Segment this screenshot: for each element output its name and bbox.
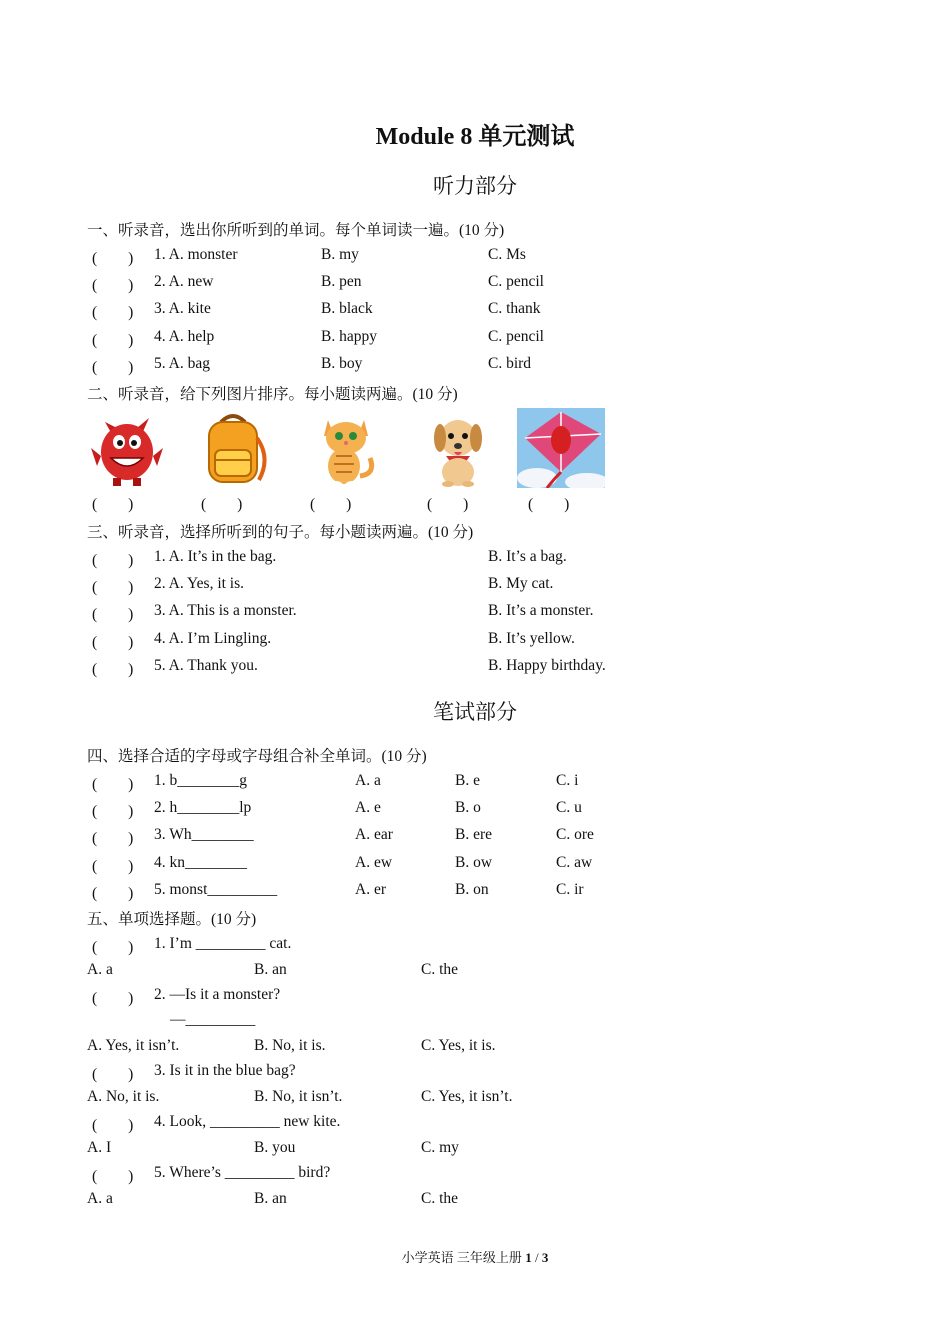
section4-heading: 四、选择合适的字母或字母组合补全单词。(10 分) [87,748,427,765]
question: 3. Wh________ [154,826,254,844]
answer-paren[interactable]: ( ) [92,496,134,513]
answer-paren[interactable]: ( ) [92,304,134,322]
option-c: C. thank [488,300,541,318]
option: B. you [254,1139,296,1156]
answer-paren[interactable]: ( ) [92,660,134,678]
answer-paren[interactable]: ( ) [92,633,134,651]
option-c: C. i [556,772,579,789]
question: 1. b________g [154,772,247,789]
section1-heading: 一、听录音，选出你所听到的单词。每个单词读一遍。(10 分) [87,222,505,239]
option-c: C. pencil [488,327,544,345]
answer-paren[interactable]: ( ) [92,579,134,597]
monster-picture [87,408,167,488]
option-c: C. ir [556,880,584,898]
answer-paren[interactable]: ( ) [528,496,570,513]
option: B. No, it isn’t. [254,1088,343,1105]
answer-paren[interactable]: ( ) [92,606,134,624]
listening-section-title: 听力部分 [433,174,517,198]
option: B. No, it is. [254,1037,326,1054]
option: A. I [87,1139,112,1156]
answer-paren[interactable]: ( ) [92,1117,134,1134]
option-a: A. er [355,880,386,898]
option-c: C. bird [488,354,532,372]
answer-paren[interactable]: ( ) [92,331,134,349]
option-b: B. happy [321,327,377,345]
option-b: B. my [321,246,359,263]
option-a: A. ear [355,826,393,844]
answer-paren[interactable]: ( ) [92,939,134,956]
option-a: 4. A. help [154,327,215,345]
option-a: 4. A. I’m Lingling. [154,629,272,647]
option: B. an [254,961,287,978]
footer-text: 小学英语 三年级上册 [401,1250,522,1265]
answer-paren[interactable]: ( ) [92,1066,134,1083]
footer-total: 3 [541,1250,549,1265]
option-b: B. My cat. [488,575,554,593]
option: C. the [421,1190,459,1207]
option: A. a [87,1190,113,1207]
writing-section-title: 笔试部分 [433,700,517,724]
option-a: A. ew [355,853,393,871]
section5-heading: 五、单项选择题。(10 分) [87,911,257,928]
option: C. my [421,1139,459,1156]
answer-paren[interactable]: ( ) [427,496,469,513]
question-5-2-reply: —_________ [170,1011,256,1028]
option-c: C. ore [556,826,594,844]
kite-picture [517,408,605,488]
option: C. the [421,961,459,978]
option-b: B. It’s a bag. [488,548,567,565]
page-title: Module 8 单元测试 [375,124,575,150]
option-b: B. black [321,300,373,318]
question-5-5: 5. Where’s _________ bird? [154,1164,331,1181]
option-a: 5. A. bag [154,354,210,372]
answer-paren[interactable]: ( ) [92,830,134,848]
question: 4. kn________ [154,853,247,871]
dog-picture [418,408,498,488]
answer-paren[interactable]: ( ) [92,990,134,1007]
option-b: B. It’s a monster. [488,602,594,620]
answer-paren[interactable]: ( ) [92,552,134,569]
question-5-1: 1. I’m _________ cat. [154,935,292,952]
answer-paren[interactable]: ( ) [92,857,134,875]
option: A. a [87,961,113,978]
option-b: B. Happy birthday. [488,656,606,674]
option-a: 2. A. Yes, it is. [154,575,245,593]
option-a: 5. A. Thank you. [154,656,258,674]
backpack-picture [193,408,273,488]
question-5-3: 3. Is it in the blue bag? [154,1062,296,1079]
option: A. No, it is. [87,1088,160,1105]
answer-paren[interactable]: ( ) [310,496,352,513]
option-c: C. pencil [488,273,544,291]
option: C. Yes, it isn’t. [421,1088,513,1105]
page-footer [0,1247,950,1266]
option-c: C. aw [556,853,593,871]
option-a: 3. A. kite [154,300,211,318]
section2-heading: 二、听录音，给下列图片排序。每小题读两遍。(10 分) [87,386,458,403]
option-a: 2. A. new [154,273,214,291]
cat-picture [306,408,386,488]
option-a: 1. A. monster [154,246,238,263]
answer-paren[interactable]: ( ) [92,884,134,902]
section3-heading: 三、听录音，选择所听到的句子。每小题读两遍。(10 分) [87,524,474,541]
question: 2. h________lp [154,799,252,817]
answer-paren[interactable]: ( ) [92,1168,134,1185]
question-5-4: 4. Look, _________ new kite. [154,1113,341,1130]
option-c: C. Ms [488,246,526,263]
answer-paren[interactable]: ( ) [92,277,134,295]
option-b: B. ow [455,853,493,871]
option: C. Yes, it is. [421,1037,496,1054]
option-a: 3. A. This is a monster. [154,602,297,620]
option-b: B. It’s yellow. [488,629,575,647]
option-a: 1. A. It’s in the bag. [154,548,277,565]
option-b: B. on [455,880,489,898]
question: 5. monst_________ [154,880,278,898]
footer-page: 1 [525,1250,532,1265]
option-b: B. o [455,799,481,817]
option-a: A. e [355,799,381,817]
option-b: B. ere [455,826,493,844]
option: A. Yes, it isn’t. [87,1037,180,1054]
option-b: B. boy [321,354,363,372]
answer-paren[interactable]: ( ) [201,496,243,513]
option-b: B. e [455,772,480,789]
option-c: C. u [556,799,582,817]
question-5-2: 2. —Is it a monster? [154,986,281,1003]
answer-paren[interactable]: ( ) [92,803,134,821]
option-b: B. pen [321,273,362,291]
option-a: A. a [355,772,381,789]
option: B. an [254,1190,287,1207]
answer-paren[interactable]: ( ) [92,358,134,376]
answer-paren[interactable]: ( ) [92,250,134,267]
answer-paren[interactable]: ( ) [92,776,134,793]
footer-sep: / [534,1250,539,1265]
